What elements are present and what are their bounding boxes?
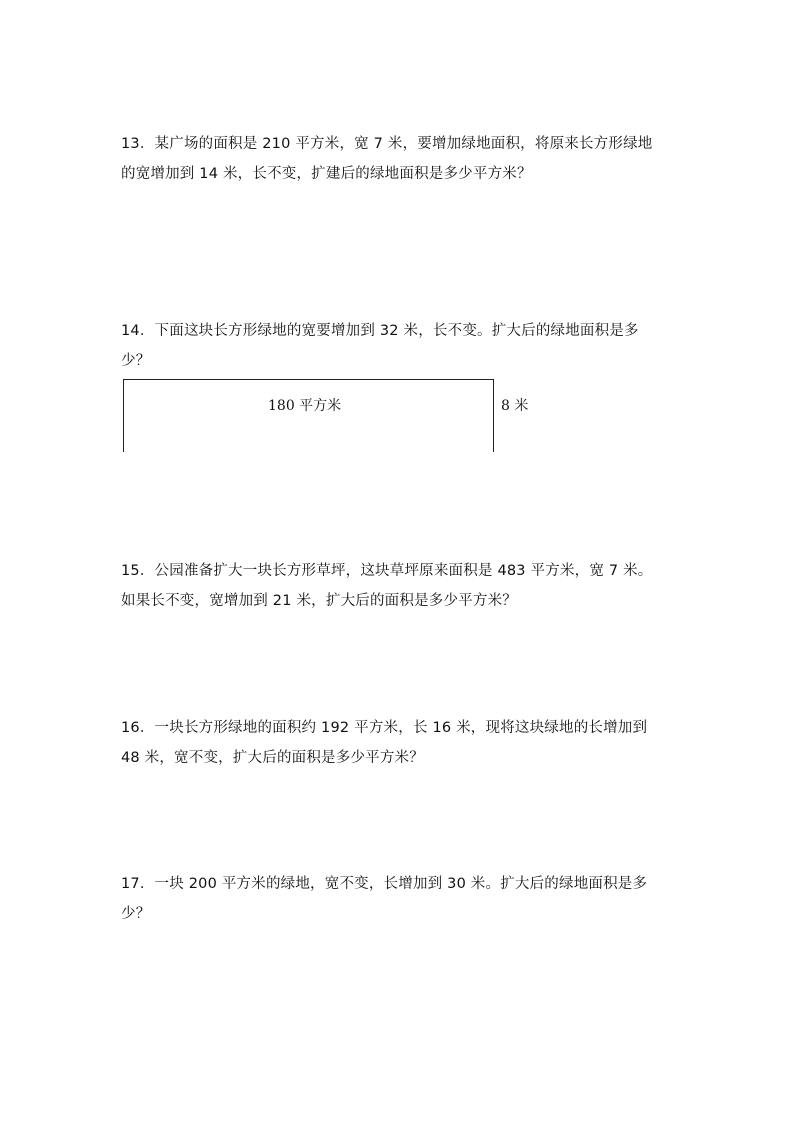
question-15-line-1: 15．公园准备扩大一块长方形草坪，这块草坪原来面积是 483 平方米，宽 7 米。: [121, 563, 653, 579]
question-13-line-1: 13．某广场的面积是 210 平方米，宽 7 米，要增加绿地面积，将原来长方形绿地: [121, 136, 653, 152]
question-14-line-2: 少？: [121, 353, 151, 369]
question-15: [121, 556, 681, 616]
figure-area-label: 180 平方米: [268, 398, 342, 414]
question-16: [121, 713, 681, 773]
question-17-line-2: 少？: [121, 906, 151, 922]
question-13: [121, 129, 681, 189]
question-14-line-1: 14．下面这块长方形绿地的宽要增加到 32 米，长不变。扩大后的绿地面积是多: [121, 323, 639, 339]
question-17: [121, 869, 681, 929]
question-16-line-2: 48 米，宽不变，扩大后的面积是多少平方米？: [121, 750, 424, 766]
question-13-line-2: 的宽增加到 14 米，长不变，扩建后的绿地面积是多少平方米？: [121, 166, 532, 182]
question-17-line-1: 17．一块 200 平方米的绿地，宽不变，长增加到 30 米。扩大后的绿地面积是多: [121, 876, 648, 892]
question-16-line-1: 16．一块长方形绿地的面积约 192 平方米，长 16 米，现将这块绿地的长增加到: [121, 720, 648, 736]
question-15-line-2: 如果长不变，宽增加到 21 米，扩大后的面积是多少平方米？: [121, 593, 517, 609]
question-14: [121, 316, 681, 376]
figure-width-label: 8 米: [501, 398, 529, 414]
